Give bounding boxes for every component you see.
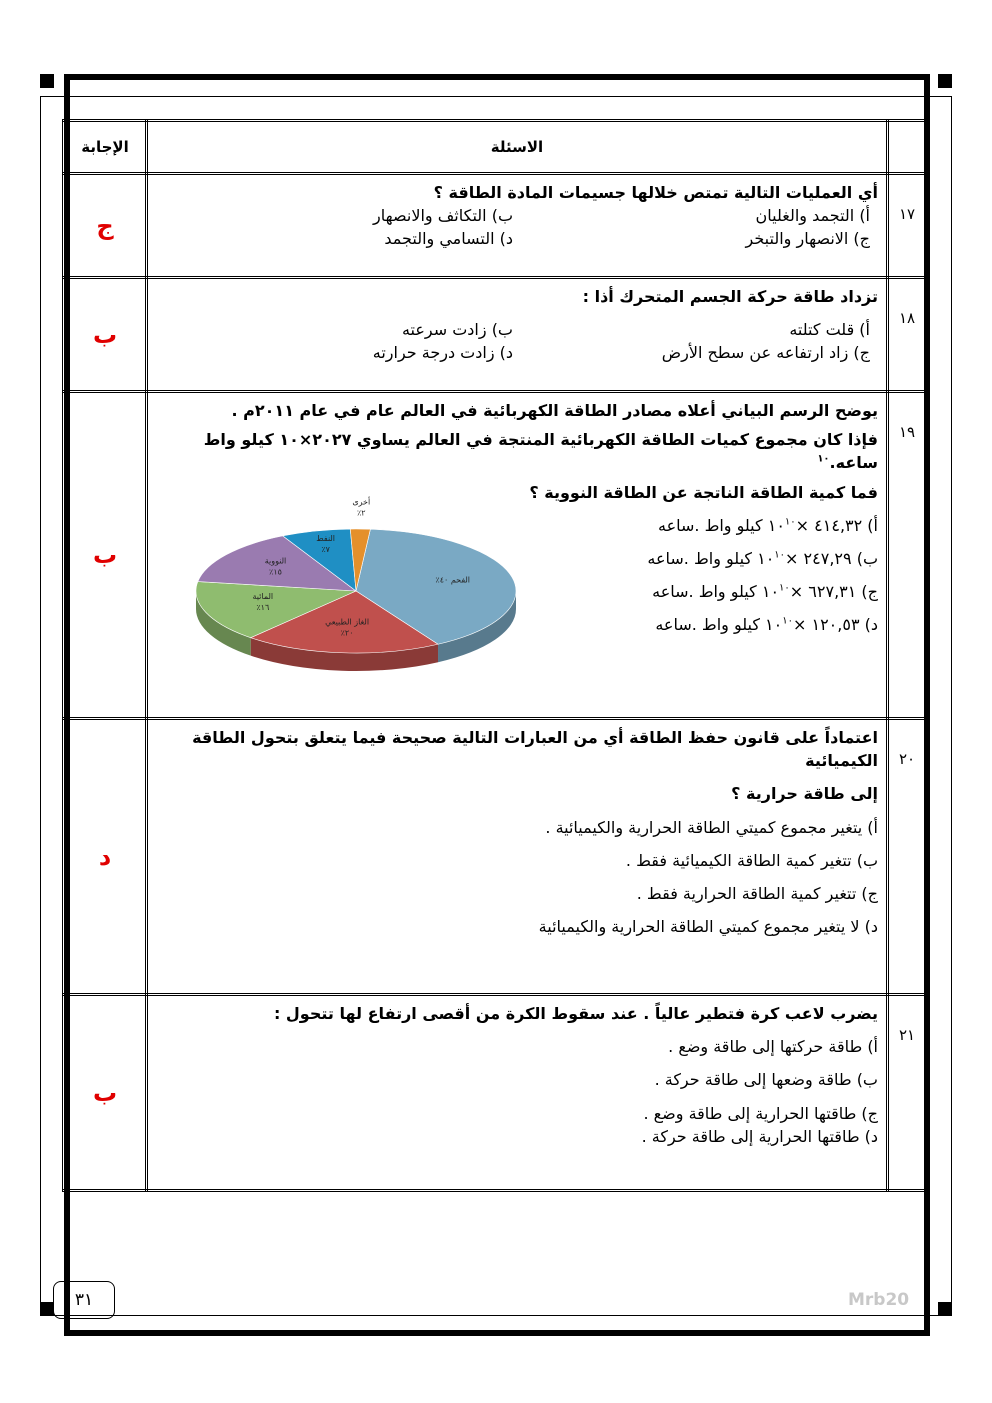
option-d-exponent: ١٠ bbox=[782, 615, 793, 627]
question-body bbox=[147, 174, 888, 278]
option-b bbox=[548, 547, 878, 570]
watermark: Mrb20 bbox=[848, 1290, 910, 1310]
answer-cell: ب bbox=[64, 278, 147, 392]
question-number: ١٩ bbox=[888, 392, 927, 719]
option-b: ب) زادت سرعته bbox=[401, 320, 513, 340]
option-d-unit: كيلو واط .ساعه bbox=[655, 615, 760, 635]
option-a: أ) قلت كتلته bbox=[789, 320, 870, 340]
option-c: ج) الانصهار والتبخر bbox=[745, 229, 870, 249]
pie-chart-svg bbox=[186, 497, 526, 703]
answer-column-header: الإجابة bbox=[64, 121, 147, 174]
question-stem-ask: فما كمية الطاقة الناتجة عن الطاقة النووية ؟ bbox=[529, 482, 878, 502]
question-body bbox=[147, 719, 888, 995]
option-c: ج) زاد ارتفاعه عن سطح الأرض bbox=[661, 343, 870, 363]
question-stem: تزداد طاقة حركة الجسم المتحرك أذا : bbox=[582, 287, 878, 306]
question-stem: اعتماداً على قانون حفظ الطاقة أي من العبارات التالية صحيحة فيما يتعلق بتحول الطاقة الكيميائية bbox=[192, 728, 878, 771]
energy-sources-pie-chart bbox=[186, 497, 526, 703]
answer-cell: ب bbox=[64, 392, 147, 719]
answer-cell: ب bbox=[64, 995, 147, 1191]
question-row-21 bbox=[64, 995, 927, 1191]
question-stem-intro: يوضح الرسم البياني أعلاه مصادر الطاقة الكهربائية في العالم عام في عام ٢٠١١م . bbox=[231, 401, 878, 420]
border-corner bbox=[938, 1302, 952, 1316]
question-stem-total-exponent: ١٠ bbox=[817, 454, 830, 466]
option-a: أ) يتغير مجموع كميتي الطاقة الحرارية والكيميائية . bbox=[545, 817, 878, 837]
option-c: ج) تتغير كمية الطاقة الحرارية فقط . bbox=[636, 883, 878, 903]
option-b-unit: كيلو واط .ساعه bbox=[647, 548, 753, 568]
option-d bbox=[548, 613, 878, 636]
option-d: د) لا يتغير مجموع كميتي الطاقة الحرارية والكيميائية bbox=[538, 917, 878, 937]
pie-label-الغاز الطبيعي: الغاز الطبيعي ٢٠٪ bbox=[325, 617, 370, 638]
question-row-19 bbox=[64, 392, 927, 719]
question-options bbox=[156, 204, 878, 250]
option-d: د) زادت درجة حرارته bbox=[372, 343, 513, 363]
option-a: أ) طاقة حركتها إلى طاقة وضع . bbox=[668, 1037, 878, 1057]
question-number: ١٨ bbox=[888, 278, 927, 392]
question-row-17 bbox=[64, 174, 927, 278]
option-a-value: أ) ٤١٤,٣٢ ×١٠ bbox=[767, 515, 878, 535]
question-stem-total-text: فإذا كان مجموع كميات الطاقة الكهربائية المنتجة في العالم يساوي ٢٠٢٧×١٠ كيلو واط ساعه. bbox=[203, 430, 878, 473]
pie-label-المائية: المائية ١٦٪ bbox=[252, 592, 274, 613]
question-stem-continued: إلى طاقة حرارية ؟ bbox=[731, 784, 878, 804]
option-a bbox=[548, 514, 878, 537]
option-c bbox=[548, 580, 878, 603]
question-stem-total bbox=[156, 428, 878, 474]
question-options bbox=[548, 514, 878, 637]
question-row-18 bbox=[64, 278, 927, 392]
pie-label-النووية: النووية ١٥٪ bbox=[264, 556, 287, 577]
option-d-value: د) ١٢٠,٥٣ ×١٠ bbox=[765, 615, 878, 635]
page-number: ٣١ bbox=[53, 1281, 115, 1319]
question-number: ٢٠ bbox=[888, 719, 927, 995]
option-c: ج) طاقتها الحرارية إلى طاقة وضع . bbox=[643, 1103, 878, 1123]
option-a-unit: كيلو واط .ساعه bbox=[657, 515, 763, 535]
pie-label-أخرى: أخرى ٢٪ bbox=[352, 497, 371, 518]
option-c-unit: كيلو واط .ساعه bbox=[652, 582, 757, 602]
option-b: ب) التكاثف والانصهار bbox=[373, 206, 513, 226]
questions-column-header: الاسئلة bbox=[147, 121, 888, 174]
number-column-header bbox=[888, 121, 927, 174]
option-b: ب) تتغير كمية الطاقة الكيميائية فقط . bbox=[625, 850, 878, 870]
option-a: أ) التجمد والغليان bbox=[755, 206, 870, 226]
option-b-value: ب) ٢٤٧,٢٩ ×١٠ bbox=[757, 548, 878, 568]
pie-label-النفط: النفط ٧٪ bbox=[316, 534, 336, 555]
question-row-20 bbox=[64, 719, 927, 995]
question-stem: يضرب لاعب كرة فتطير عالياً . عند سقوط الكرة من أقصى ارتفاع لها تتحول : bbox=[273, 1004, 878, 1023]
table-header-row bbox=[64, 121, 927, 174]
option-d: د) التسامي والتجمد bbox=[384, 229, 513, 249]
question-body bbox=[147, 392, 888, 719]
option-d: د) طاقتها الحرارية إلى طاقة حركة . bbox=[641, 1126, 878, 1146]
border-corner bbox=[938, 74, 952, 88]
question-number: ١٧ bbox=[888, 174, 927, 278]
answer-cell: د bbox=[64, 719, 147, 995]
question-options bbox=[156, 318, 878, 364]
option-b-exponent: ١٠ bbox=[774, 549, 786, 561]
question-stem: أي العمليات التالية تمتص خلالها جسيمات المادة الطاقة ؟ bbox=[433, 183, 878, 202]
option-c-exponent: ١٠ bbox=[779, 582, 790, 594]
border-corner bbox=[40, 1302, 54, 1316]
questions-table bbox=[62, 119, 928, 1192]
question-number: ٢١ bbox=[888, 995, 927, 1191]
answer-cell: ج bbox=[64, 174, 147, 278]
pie-label-الفحم: الفحم ٤٠٪ bbox=[435, 575, 471, 585]
question-body bbox=[147, 995, 888, 1191]
question-body bbox=[147, 278, 888, 392]
option-b: ب) طاقة وضعها إلى طاقة حركة . bbox=[654, 1070, 878, 1090]
option-c-value: ج) ٦٢٧,٣١ ×١٠ bbox=[761, 582, 878, 602]
option-a-exponent: ١٠ bbox=[784, 516, 796, 528]
border-corner bbox=[40, 74, 54, 88]
